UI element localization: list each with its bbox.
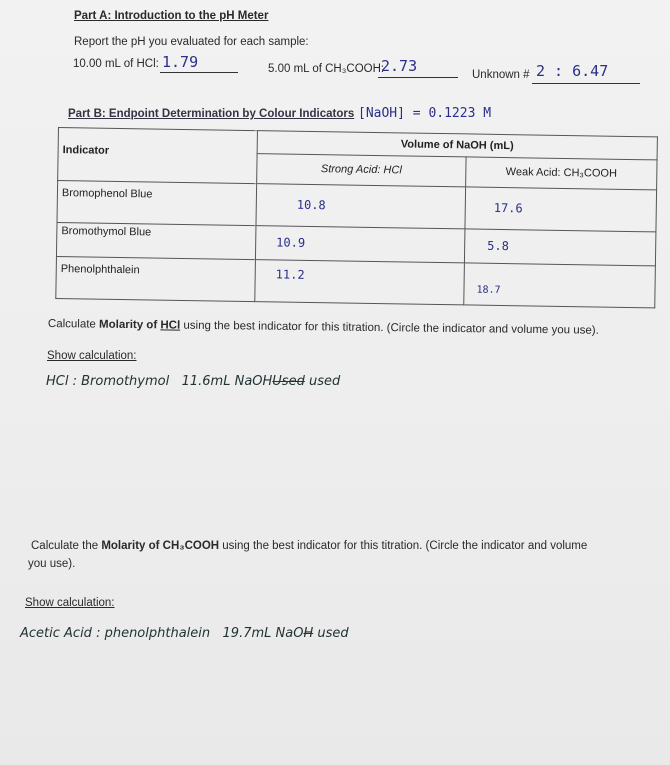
q2-answer-volume: 19.7mL NaO — [222, 626, 304, 641]
part-a-instruction: Report the pH you evaluated for each sample: — [74, 36, 309, 48]
hcl-ph-label: 10.00 mL of HCl: — [73, 58, 159, 70]
indicator-cell — [57, 180, 257, 225]
weak-acid-cell — [465, 187, 657, 232]
strong-acid-volume: 10.9 — [276, 235, 306, 251]
strong-acid-volume: 10.8 — [296, 198, 326, 213]
q2-answer-used: used — [317, 626, 349, 641]
part-b-heading: Part B: Endpoint Determination by Colour Indicators — [68, 108, 355, 120]
q1-answer-indicator: HCl : Bromothymol — [46, 374, 170, 389]
q1-prompt-end: using the best indicator for this titration. (Circle the indicator and volume you use). — [180, 319, 599, 337]
acetic-ph-label: 5.00 mL of CH₃COOH: — [268, 63, 385, 75]
table-row — [56, 256, 656, 308]
weak-acid-volume: 18.7 — [476, 284, 501, 297]
weak-acid-volume: 17.6 — [493, 201, 523, 216]
q1-answer-volume: 11.6mL NaOH — [181, 374, 273, 389]
indicator-cell — [56, 256, 256, 301]
indicator-name: Phenolphthalein — [60, 263, 140, 277]
weak-acid-cell — [464, 229, 656, 266]
q2-prompt-end: using the best indicator for this titration. (Circle the indicator and volume — [219, 540, 588, 552]
naoh-concentration-note: [NaOH] = 0.1223 M — [358, 106, 492, 121]
unknown-label: Unknown # — [472, 69, 530, 81]
indicator-header-cell — [58, 128, 258, 184]
q1-answer-strikeout: Used — [272, 374, 305, 389]
q2-answer-indicator: Acetic Acid : phenolphthalein — [20, 626, 211, 641]
q1-prompt-bold: Molarity of — [98, 318, 161, 332]
strong-acid-cell — [255, 259, 465, 305]
weak-acid-volume: 5.8 — [487, 239, 509, 254]
hcl-ph-value: 1.79 — [162, 53, 199, 71]
indicator-name: Bromophenol Blue — [61, 187, 153, 201]
unknown-value: 2 : 6.47 — [536, 62, 609, 80]
acetic-ph-value: 2.73 — [381, 57, 418, 75]
q2-prompt — [31, 540, 587, 552]
indicator-cell — [56, 222, 256, 259]
q1-answer — [46, 374, 340, 389]
strong-acid-header-cell — [257, 154, 466, 187]
q2-prompt-bold: Molarity of CH₃COOH — [101, 540, 220, 552]
indicator-table — [55, 127, 658, 308]
volume-header: Volume of NaOH (mL) — [400, 138, 514, 153]
part-a-heading: Part A: Introduction to the pH Meter — [74, 10, 269, 22]
indicator-header: Indicator — [62, 143, 110, 157]
weak-acid-header-cell — [466, 157, 657, 190]
acetic-ph-line — [378, 77, 458, 78]
unknown-line — [532, 83, 640, 84]
strong-acid-volume: 11.2 — [275, 267, 305, 283]
weak-acid-header: Weak Acid: CH₃COOH — [505, 166, 618, 181]
strong-acid-cell — [255, 226, 465, 263]
strong-acid-cell — [256, 183, 466, 228]
strong-acid-header: Strong Acid: HCl — [320, 163, 402, 177]
q2-answer-strikeout: H — [303, 626, 314, 641]
q1-show-calculation-label: Show calculation: — [47, 350, 137, 362]
q1-answer-used: used — [308, 374, 341, 389]
q2-show-calculation-label: Show calculation: — [25, 597, 115, 609]
weak-acid-cell — [464, 263, 656, 308]
indicator-name: Bromothymol Blue — [61, 225, 152, 239]
hcl-ph-line — [160, 72, 238, 73]
q1-prompt-start: Calculate — [47, 318, 100, 331]
q1-prompt — [48, 318, 599, 337]
q2-answer — [20, 626, 349, 641]
q2-prompt-continuation: you use). — [28, 558, 76, 570]
q2-prompt-start: Calculate the — [31, 540, 102, 552]
q1-prompt-hcl: HCl — [160, 319, 181, 332]
